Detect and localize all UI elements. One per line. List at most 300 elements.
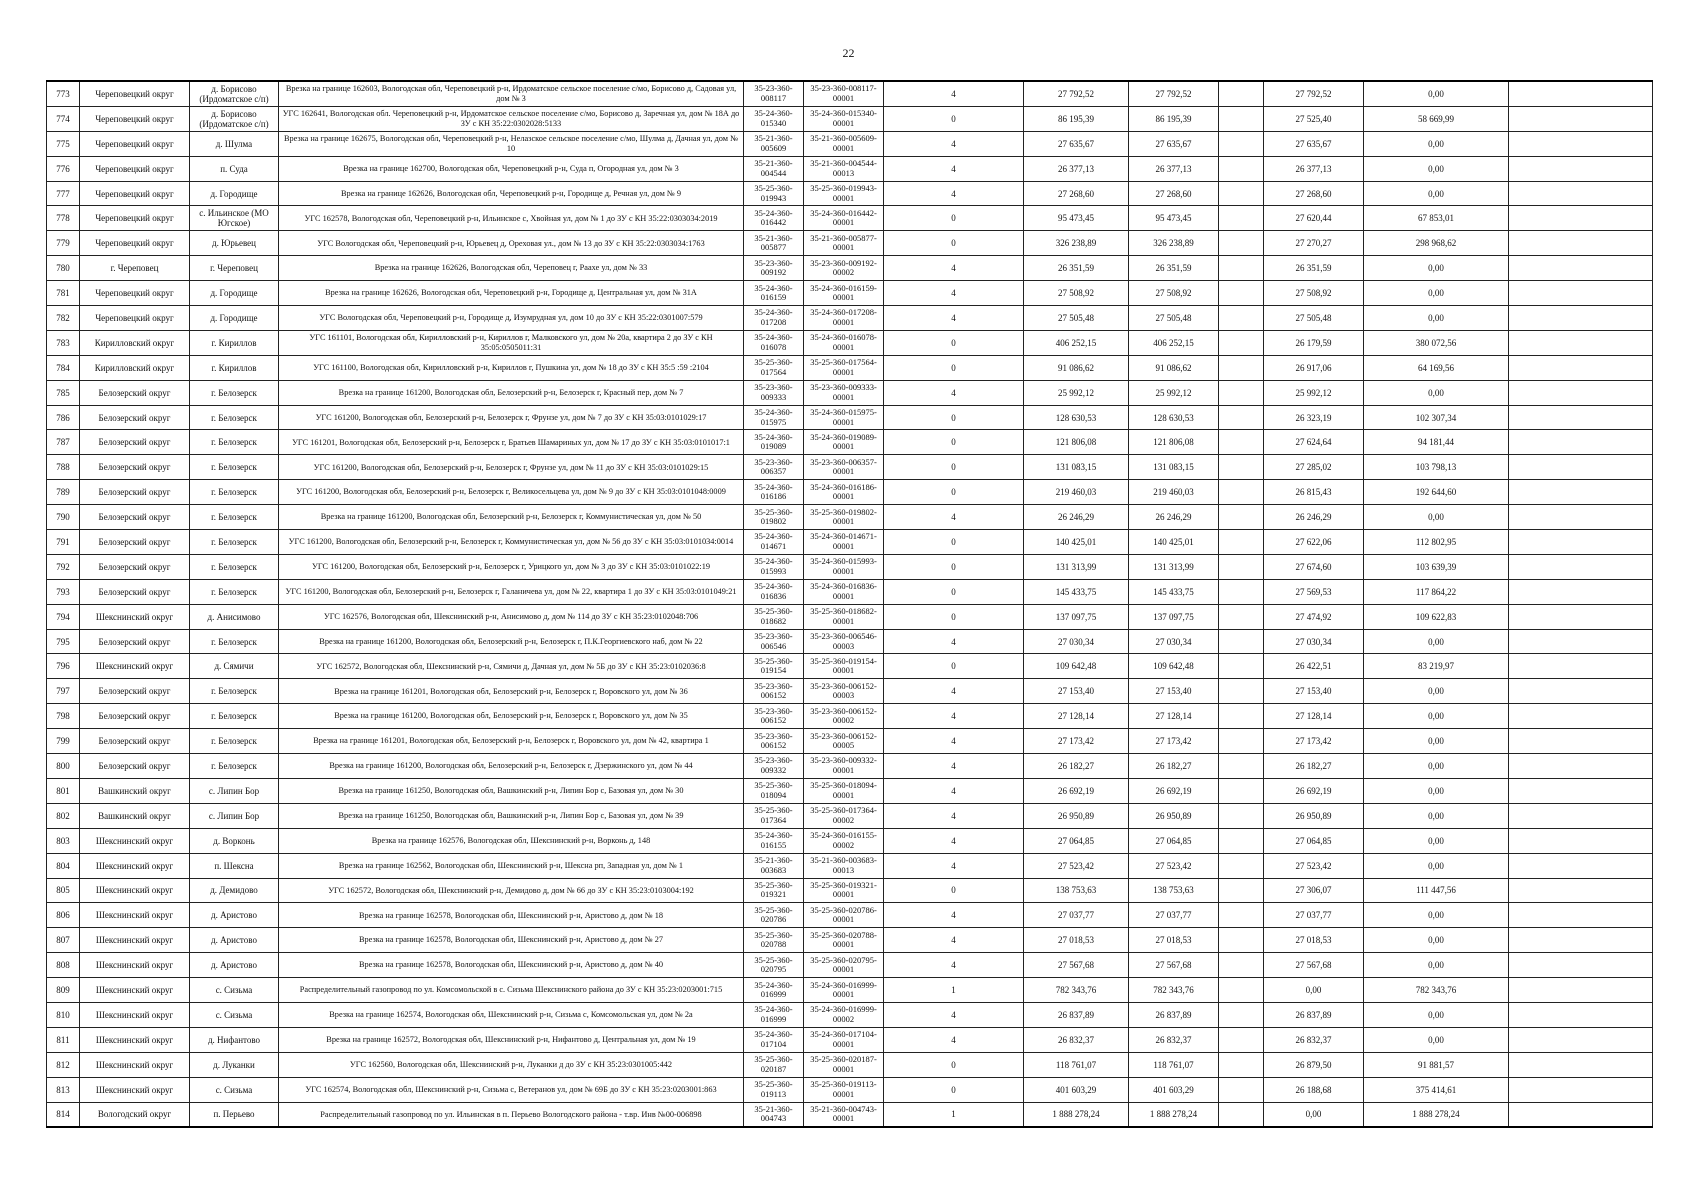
cell-empty — [1219, 106, 1264, 131]
cell-total-cost-2: 95 473,45 — [1129, 206, 1219, 231]
cell-object-address: Врезка на границе 161201, Вологодская обл, Белозерский р-н, Белозерск г, Воровского ул, дом № 36 — [279, 679, 744, 704]
table-row — [47, 778, 1653, 803]
cell-object-code: 35-25-360-020187 — [744, 1052, 804, 1077]
cell-locality: д. Анисимово — [190, 604, 279, 629]
cell-object-address: УГС 161200, Вологодская обл, Белозерский р-н, Белозерск г, Фрунзе ул, дом № 7 до ЗУ с КН 35:03:0101029:17 — [279, 405, 744, 430]
cell-empty — [1219, 206, 1264, 231]
cell-category: 0 — [884, 1052, 1024, 1077]
cell-extra — [1509, 629, 1653, 654]
cell-empty — [1219, 405, 1264, 430]
cell-total-cost: 26 832,37 — [1024, 1027, 1129, 1052]
cell-object-full-code: 35-21-360-005609-00001 — [804, 131, 884, 156]
table-row — [47, 530, 1653, 555]
cell-object-address: Врезка на границе 162603, Вологодская обл, Череповецкий р-н, Ирдоматское сельское поселение с/мо, Борисово д, Садовая ул, дом № 3 — [279, 81, 744, 106]
cell-row-number: 777 — [47, 181, 80, 206]
cell-total-cost-2: 27 064,85 — [1129, 828, 1219, 853]
cell-object-full-code: 35-25-360-019154-00001 — [804, 654, 884, 679]
cell-amount: 27 792,52 — [1264, 81, 1364, 106]
cell-row-number: 773 — [47, 81, 80, 106]
cell-amount: 26 179,59 — [1264, 330, 1364, 355]
cell-total-cost: 1 888 278,24 — [1024, 1102, 1129, 1127]
cell-extra — [1509, 405, 1653, 430]
cell-remainder: 0,00 — [1364, 853, 1509, 878]
cell-total-cost: 401 603,29 — [1024, 1077, 1129, 1102]
cell-object-code: 35-23-360-009332 — [744, 754, 804, 779]
cell-object-address: Врезка на границе 161200, Вологодская обл, Белозерский р-н, Белозерск г, П.К.Георгиевского наб, дом № 22 — [279, 629, 744, 654]
cell-object-full-code: 35-21-360-004544-00013 — [804, 156, 884, 181]
cell-amount: 27 620,44 — [1264, 206, 1364, 231]
cell-extra — [1509, 1027, 1653, 1052]
cell-category: 0 — [884, 1077, 1024, 1102]
cell-object-full-code: 35-24-360-016999-00002 — [804, 1002, 884, 1027]
cell-empty — [1219, 281, 1264, 306]
cell-total-cost: 26 950,89 — [1024, 803, 1129, 828]
cell-category: 0 — [884, 455, 1024, 480]
cell-total-cost: 109 642,48 — [1024, 654, 1129, 679]
cell-object-address: УГС 161200, Вологодская обл, Белозерский р-н, Белозерск г, Великосельцева ул, дом № 9 до ЗУ с КН 35:03:0101048:0009 — [279, 480, 744, 505]
cell-object-full-code: 35-25-360-017364-00002 — [804, 803, 884, 828]
cell-amount: 26 422,51 — [1264, 654, 1364, 679]
table-row — [47, 853, 1653, 878]
cell-object-full-code: 35-23-360-009333-00001 — [804, 380, 884, 405]
cell-object-address: Врезка на границе 162572, Вологодская обл, Шекснинский р-н, Нифантово д, Центральная ул, дом № 19 — [279, 1027, 744, 1052]
cell-total-cost-2: 91 086,62 — [1129, 355, 1219, 380]
cell-remainder: 0,00 — [1364, 156, 1509, 181]
cell-object-address: УГС 161200, Вологодская обл, Белозерский р-н, Белозерск г, Урицкого ул, дом № 3 до ЗУ с КН 35:03:0101022:19 — [279, 554, 744, 579]
cell-locality: с. Липин Бор — [190, 803, 279, 828]
cell-row-number: 781 — [47, 281, 80, 306]
cell-amount: 26 377,13 — [1264, 156, 1364, 181]
cell-extra — [1509, 978, 1653, 1003]
cell-amount: 27 018,53 — [1264, 928, 1364, 953]
cell-object-address: Врезка на границе 162675, Вологодская обл, Череповецкий р-н, Нелазское сельское поселение с/мо, Шулма д, Дачная ул, дом № 10 — [279, 131, 744, 156]
cell-total-cost: 131 313,99 — [1024, 554, 1129, 579]
cell-object-code: 35-24-360-016999 — [744, 978, 804, 1003]
cell-district: Белозерский округ — [80, 754, 190, 779]
table-row — [47, 554, 1653, 579]
cell-locality: д. Городище — [190, 181, 279, 206]
table-row — [47, 231, 1653, 256]
cell-row-number: 779 — [47, 231, 80, 256]
cell-extra — [1509, 256, 1653, 281]
cell-amount: 27 523,42 — [1264, 853, 1364, 878]
cell-district: Череповецкий округ — [80, 306, 190, 331]
cell-remainder: 103 798,13 — [1364, 455, 1509, 480]
cell-locality: г. Кириллов — [190, 355, 279, 380]
cell-category: 0 — [884, 330, 1024, 355]
cell-extra — [1509, 455, 1653, 480]
cell-locality: г. Белозерск — [190, 480, 279, 505]
cell-total-cost-2: 131 083,15 — [1129, 455, 1219, 480]
cell-district: Шекснинский округ — [80, 654, 190, 679]
cell-total-cost: 406 252,15 — [1024, 330, 1129, 355]
cell-total-cost: 86 195,39 — [1024, 106, 1129, 131]
table-row — [47, 505, 1653, 530]
cell-total-cost-2: 27 792,52 — [1129, 81, 1219, 106]
cell-remainder: 0,00 — [1364, 754, 1509, 779]
cell-district: Вологодский округ — [80, 1102, 190, 1127]
cell-row-number: 796 — [47, 654, 80, 679]
cell-total-cost: 27 018,53 — [1024, 928, 1129, 953]
cell-amount: 27 153,40 — [1264, 679, 1364, 704]
cell-total-cost-2: 26 246,29 — [1129, 505, 1219, 530]
table-row — [47, 1077, 1653, 1102]
cell-extra — [1509, 704, 1653, 729]
cell-total-cost: 27 567,68 — [1024, 953, 1129, 978]
cell-amount: 27 285,02 — [1264, 455, 1364, 480]
cell-remainder: 109 622,83 — [1364, 604, 1509, 629]
cell-object-code: 35-25-360-019321 — [744, 878, 804, 903]
cell-remainder: 0,00 — [1364, 1002, 1509, 1027]
cell-extra — [1509, 81, 1653, 106]
table-row — [47, 903, 1653, 928]
cell-district: Шекснинский округ — [80, 828, 190, 853]
cell-row-number: 809 — [47, 978, 80, 1003]
cell-object-full-code: 35-24-360-015975-00001 — [804, 405, 884, 430]
cell-extra — [1509, 156, 1653, 181]
cell-locality: д. Городище — [190, 281, 279, 306]
cell-object-address: Врезка на границе 162626, Вологодская обл, Череповецкий р-н, Городище д, Речная ул, дом № 9 — [279, 181, 744, 206]
cell-row-number: 799 — [47, 729, 80, 754]
cell-empty — [1219, 1102, 1264, 1127]
cell-object-address: УГС 161100, Вологодская обл, Кирилловский р-н, Кириллов г, Пушкина ул, дом № 18 до ЗУ с КН 35:5 :59 :2104 — [279, 355, 744, 380]
cell-amount: 27 064,85 — [1264, 828, 1364, 853]
cell-category: 4 — [884, 729, 1024, 754]
cell-empty — [1219, 330, 1264, 355]
cell-category: 0 — [884, 604, 1024, 629]
table-row — [47, 1052, 1653, 1077]
cell-row-number: 806 — [47, 903, 80, 928]
cell-locality: д. Юрьевец — [190, 231, 279, 256]
cell-category: 4 — [884, 131, 1024, 156]
cell-object-full-code: 35-23-360-006357-00001 — [804, 455, 884, 480]
cell-row-number: 810 — [47, 1002, 80, 1027]
cell-object-code: 35-25-360-020795 — [744, 953, 804, 978]
cell-total-cost-2: 26 832,37 — [1129, 1027, 1219, 1052]
table-row — [47, 156, 1653, 181]
table-row — [47, 281, 1653, 306]
table-row — [47, 803, 1653, 828]
cell-extra — [1509, 729, 1653, 754]
cell-amount: 27 525,40 — [1264, 106, 1364, 131]
cell-object-code: 35-24-360-016836 — [744, 579, 804, 604]
cell-locality: г. Белозерск — [190, 554, 279, 579]
cell-locality: д. Городище — [190, 306, 279, 331]
cell-category: 0 — [884, 430, 1024, 455]
cell-empty — [1219, 928, 1264, 953]
cell-empty — [1219, 156, 1264, 181]
cell-total-cost: 27 508,92 — [1024, 281, 1129, 306]
table-body — [47, 81, 1653, 1127]
cell-total-cost-2: 27 173,42 — [1129, 729, 1219, 754]
page-number: 22 — [842, 46, 855, 60]
cell-total-cost: 27 523,42 — [1024, 853, 1129, 878]
cell-object-code: 35-24-360-015340 — [744, 106, 804, 131]
cell-total-cost: 27 268,60 — [1024, 181, 1129, 206]
cell-total-cost-2: 27 268,60 — [1129, 181, 1219, 206]
cell-total-cost-2: 326 238,89 — [1129, 231, 1219, 256]
cell-amount: 27 306,07 — [1264, 878, 1364, 903]
cell-locality: с. Сизьма — [190, 978, 279, 1003]
cell-locality: г. Белозерск — [190, 505, 279, 530]
cell-category: 4 — [884, 1002, 1024, 1027]
cell-locality: п. Суда — [190, 156, 279, 181]
table-row — [47, 579, 1653, 604]
cell-object-address: Врезка на границе 161200, Вологодская обл, Белозерский р-н, Белозерск г, Красный пер, дом № 7 — [279, 380, 744, 405]
cell-total-cost-2: 138 753,63 — [1129, 878, 1219, 903]
cell-empty — [1219, 629, 1264, 654]
cell-locality: д. Сямичи — [190, 654, 279, 679]
cell-locality: г. Кириллов — [190, 330, 279, 355]
cell-row-number: 814 — [47, 1102, 80, 1127]
cell-row-number: 800 — [47, 754, 80, 779]
cell-remainder: 0,00 — [1364, 629, 1509, 654]
cell-object-code: 35-23-360-006357 — [744, 455, 804, 480]
cell-amount: 27 173,42 — [1264, 729, 1364, 754]
cell-district: Кирилловский округ — [80, 330, 190, 355]
cell-object-code: 35-24-360-015993 — [744, 554, 804, 579]
cell-object-full-code: 35-23-360-008117-00001 — [804, 81, 884, 106]
cell-category: 1 — [884, 978, 1024, 1003]
cell-category: 4 — [884, 704, 1024, 729]
cell-object-full-code: 35-23-360-009192-00002 — [804, 256, 884, 281]
cell-object-full-code: 35-24-360-016186-00001 — [804, 480, 884, 505]
cell-category: 4 — [884, 181, 1024, 206]
table-row — [47, 81, 1653, 106]
cell-district: Шекснинский округ — [80, 1027, 190, 1052]
cell-object-code: 35-23-360-006546 — [744, 629, 804, 654]
cell-total-cost-2: 26 182,27 — [1129, 754, 1219, 779]
cell-district: г. Череповец — [80, 256, 190, 281]
cell-empty — [1219, 978, 1264, 1003]
cell-amount: 26 188,68 — [1264, 1077, 1364, 1102]
cell-total-cost: 128 630,53 — [1024, 405, 1129, 430]
cell-locality: г. Белозерск — [190, 380, 279, 405]
table-row — [47, 380, 1653, 405]
cell-extra — [1509, 430, 1653, 455]
cell-amount: 26 692,19 — [1264, 778, 1364, 803]
cell-remainder: 0,00 — [1364, 505, 1509, 530]
cell-object-full-code: 35-24-360-015340-00001 — [804, 106, 884, 131]
cell-row-number: 808 — [47, 953, 80, 978]
cell-remainder: 0,00 — [1364, 953, 1509, 978]
cell-total-cost-2: 27 523,42 — [1129, 853, 1219, 878]
cell-object-full-code: 35-25-360-018682-00001 — [804, 604, 884, 629]
cell-object-address: Распределительный газопровод по ул. Ильинская в п. Перьево Вологодского района - т.вр. Инв №00-006898 — [279, 1102, 744, 1127]
cell-object-code: 35-24-360-016078 — [744, 330, 804, 355]
cell-total-cost-2: 118 761,07 — [1129, 1052, 1219, 1077]
cell-empty — [1219, 1027, 1264, 1052]
cell-empty — [1219, 430, 1264, 455]
cell-empty — [1219, 181, 1264, 206]
cell-category: 4 — [884, 903, 1024, 928]
cell-row-number: 792 — [47, 554, 80, 579]
cell-amount: 26 246,29 — [1264, 505, 1364, 530]
cell-extra — [1509, 106, 1653, 131]
cell-locality: д. Аристово — [190, 903, 279, 928]
cell-object-full-code: 35-21-360-004743-00001 — [804, 1102, 884, 1127]
cell-extra — [1509, 754, 1653, 779]
cell-amount: 26 879,50 — [1264, 1052, 1364, 1077]
cell-locality: с. Сизьма — [190, 1002, 279, 1027]
cell-object-address: Распределительный газопровод по ул. Комсомольской в с. Сизьма Шекснинского района до ЗУ с КН 35:23:0203001:715 — [279, 978, 744, 1003]
cell-total-cost: 782 343,76 — [1024, 978, 1129, 1003]
cell-total-cost: 140 425,01 — [1024, 530, 1129, 555]
table-row — [47, 306, 1653, 331]
cell-remainder: 0,00 — [1364, 256, 1509, 281]
cell-extra — [1509, 480, 1653, 505]
cell-remainder: 0,00 — [1364, 81, 1509, 106]
cell-object-full-code: 35-25-360-020786-00001 — [804, 903, 884, 928]
table-row — [47, 206, 1653, 231]
cell-amount: 27 037,77 — [1264, 903, 1364, 928]
cell-object-code: 35-25-360-019154 — [744, 654, 804, 679]
table-row — [47, 1027, 1653, 1052]
cell-object-full-code: 35-24-360-016078-00001 — [804, 330, 884, 355]
cell-extra — [1509, 1002, 1653, 1027]
cell-total-cost-2: 27 037,77 — [1129, 903, 1219, 928]
cell-category: 0 — [884, 231, 1024, 256]
cell-total-cost-2: 140 425,01 — [1129, 530, 1219, 555]
cell-object-address: Врезка на границе 162574, Вологодская обл, Шекснинский р-н, Сизьма с, Комсомольская ул, дом № 2а — [279, 1002, 744, 1027]
cell-empty — [1219, 953, 1264, 978]
cell-total-cost: 131 083,15 — [1024, 455, 1129, 480]
cell-district: Череповецкий округ — [80, 131, 190, 156]
cell-remainder: 0,00 — [1364, 181, 1509, 206]
cell-row-number: 813 — [47, 1077, 80, 1102]
cell-object-address: УГС 161201, Вологодская обл, Белозерский р-н, Белозерск г, Братьев Шамариных ул, дом № 17 до ЗУ с КН 35:03:0101017:1 — [279, 430, 744, 455]
cell-object-address: Врезка на границе 162626, Вологодская обл, Череповецкий р-н, Городище д, Центральная ул, дом № 31А — [279, 281, 744, 306]
cell-remainder: 0,00 — [1364, 729, 1509, 754]
cell-total-cost: 25 992,12 — [1024, 380, 1129, 405]
cell-object-code: 35-21-360-005877 — [744, 231, 804, 256]
cell-object-code: 35-23-360-008117 — [744, 81, 804, 106]
cell-total-cost: 26 377,13 — [1024, 156, 1129, 181]
cell-object-code: 35-24-360-014671 — [744, 530, 804, 555]
cell-amount: 26 323,19 — [1264, 405, 1364, 430]
cell-remainder: 0,00 — [1364, 778, 1509, 803]
cell-total-cost-2: 27 505,48 — [1129, 306, 1219, 331]
cell-object-address: Врезка на границе 162626, Вологодская обл, Череповец г, Раахе ул, дом № 33 — [279, 256, 744, 281]
cell-total-cost-2: 401 603,29 — [1129, 1077, 1219, 1102]
cell-total-cost: 118 761,07 — [1024, 1052, 1129, 1077]
cell-empty — [1219, 729, 1264, 754]
cell-extra — [1509, 1102, 1653, 1127]
cell-object-full-code: 35-24-360-016159-00001 — [804, 281, 884, 306]
cell-amount: 26 837,89 — [1264, 1002, 1364, 1027]
cell-row-number: 803 — [47, 828, 80, 853]
cell-empty — [1219, 380, 1264, 405]
cell-object-full-code: 35-24-360-016836-00001 — [804, 579, 884, 604]
cell-locality: д. Аристово — [190, 928, 279, 953]
cell-object-full-code: 35-25-360-019943-00001 — [804, 181, 884, 206]
cell-object-full-code: 35-24-360-017104-00001 — [804, 1027, 884, 1052]
cell-row-number: 791 — [47, 530, 80, 555]
cell-district: Череповецкий округ — [80, 181, 190, 206]
cell-locality: г. Белозерск — [190, 729, 279, 754]
cell-object-code: 35-24-360-016442 — [744, 206, 804, 231]
cell-locality: г. Белозерск — [190, 704, 279, 729]
cell-total-cost-2: 27 508,92 — [1129, 281, 1219, 306]
cell-district: Белозерский округ — [80, 579, 190, 604]
cell-category: 4 — [884, 754, 1024, 779]
cell-locality: с. Липин Бор — [190, 778, 279, 803]
cell-total-cost: 145 433,75 — [1024, 579, 1129, 604]
cell-extra — [1509, 131, 1653, 156]
cell-empty — [1219, 754, 1264, 779]
cell-remainder: 112 802,95 — [1364, 530, 1509, 555]
cell-remainder: 83 219,97 — [1364, 654, 1509, 679]
cell-empty — [1219, 654, 1264, 679]
cell-object-code: 35-25-360-019113 — [744, 1077, 804, 1102]
cell-category: 4 — [884, 156, 1024, 181]
cell-remainder: 782 343,76 — [1364, 978, 1509, 1003]
cell-amount: 27 508,92 — [1264, 281, 1364, 306]
cell-empty — [1219, 803, 1264, 828]
cell-total-cost: 27 037,77 — [1024, 903, 1129, 928]
cell-total-cost: 27 792,52 — [1024, 81, 1129, 106]
table-row — [47, 629, 1653, 654]
cell-object-full-code: 35-25-360-020788-00001 — [804, 928, 884, 953]
cell-extra — [1509, 1077, 1653, 1102]
cell-object-code: 35-23-360-009192 — [744, 256, 804, 281]
cell-object-full-code: 35-23-360-006152-00002 — [804, 704, 884, 729]
cell-category: 4 — [884, 928, 1024, 953]
cell-district: Белозерский округ — [80, 629, 190, 654]
cell-total-cost-2: 1 888 278,24 — [1129, 1102, 1219, 1127]
cell-district: Белозерский округ — [80, 380, 190, 405]
cell-category: 4 — [884, 380, 1024, 405]
cell-extra — [1509, 330, 1653, 355]
cell-object-full-code: 35-23-360-009332-00001 — [804, 754, 884, 779]
cell-district: Череповецкий округ — [80, 156, 190, 181]
cell-remainder: 102 307,34 — [1364, 405, 1509, 430]
cell-object-code: 35-24-360-016999 — [744, 1002, 804, 1027]
cell-remainder: 0,00 — [1364, 131, 1509, 156]
cell-extra — [1509, 1052, 1653, 1077]
cell-remainder: 67 853,01 — [1364, 206, 1509, 231]
cell-remainder: 0,00 — [1364, 803, 1509, 828]
cell-remainder: 0,00 — [1364, 1027, 1509, 1052]
cell-locality: с. Сизьма — [190, 1077, 279, 1102]
cell-object-full-code: 35-25-360-018094-00001 — [804, 778, 884, 803]
cell-row-number: 787 — [47, 430, 80, 455]
cell-amount: 26 832,37 — [1264, 1027, 1364, 1052]
cell-total-cost-2: 26 950,89 — [1129, 803, 1219, 828]
cell-empty — [1219, 579, 1264, 604]
table-row — [47, 355, 1653, 380]
cell-category: 4 — [884, 679, 1024, 704]
cell-row-number: 785 — [47, 380, 80, 405]
cell-object-address: Врезка на границе 161250, Вологодская обл, Вашкинский р-н, Липин Бор с, Базовая ул, дом № 30 — [279, 778, 744, 803]
cell-category: 0 — [884, 206, 1024, 231]
table-row — [47, 754, 1653, 779]
cell-remainder: 91 881,57 — [1364, 1052, 1509, 1077]
cell-locality: д. Ворконь — [190, 828, 279, 853]
cell-empty — [1219, 679, 1264, 704]
cell-row-number: 780 — [47, 256, 80, 281]
cell-object-full-code: 35-25-360-019113-00001 — [804, 1077, 884, 1102]
cell-empty — [1219, 604, 1264, 629]
cell-amount: 27 624,64 — [1264, 430, 1364, 455]
cell-extra — [1509, 953, 1653, 978]
cell-remainder: 64 169,56 — [1364, 355, 1509, 380]
cell-category: 4 — [884, 505, 1024, 530]
cell-object-full-code: 35-21-360-003683-00013 — [804, 853, 884, 878]
table-row — [47, 679, 1653, 704]
table-row — [47, 654, 1653, 679]
cell-total-cost-2: 145 433,75 — [1129, 579, 1219, 604]
